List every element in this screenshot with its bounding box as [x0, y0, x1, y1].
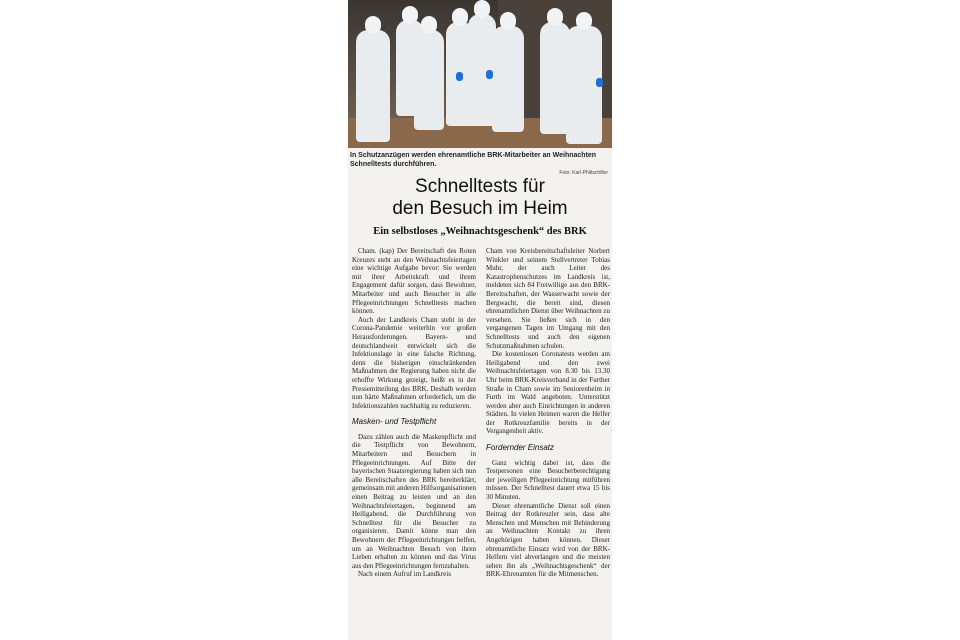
blue-glove	[596, 78, 603, 87]
blue-glove	[456, 72, 463, 81]
paragraph: Dazu zählen auch die Maskenpflicht und die Testpflicht von Bewohnern, Mitarbeitern und Besuchern in Pflegeeinrichtungen. Auf Bitte der bayerischen Staatsregierung haben sich nun alle Bereitschaften des BRK bereiterklärt, gemeinsam mit anderen Hilfsorganisationen einen Beitrag zu leisten und an den Weihnachtsfeiertagen, beginnend am Heiligabend, die Durchführung von Schnelltest für die Besucher zu organisieren. Damit könne man den Bewohnern der Pflegeeinrichtungen helfen, um an Weihnachten Besuch von ihren Lieben erhalten zu können und das Virus aus den Pflegeeinrichtungen fernzuhalten.	[352, 432, 476, 570]
headline-line-2: den Besuch im Heim	[392, 198, 568, 219]
article-headline	[348, 176, 612, 220]
paragraph: Ganz wichtig dabei ist, dass die Testpersonen eine Besucherberechtigung der jeweiligen Pflegeeinrichtung mitführen müssen. Der Schnelltest dauert etwa 15 bis 30 Minuten.	[486, 458, 610, 502]
paragraph: Cham. (kap) Der Bereitschaft des Roten Kreuzes steht an den Weihnachtsfeiertagen eine wichtige Aufgabe bevor: Sie werden mit ihrer Arbeitskraft und ihrem Engagement dafür sorgen, dass Bewohner, Mitarbeiter und auch Besucher in alle Pflegeeinrichtungen Schnelltests machen können.	[352, 247, 476, 316]
paragraph: Nach einem Aufruf im Landkreis	[358, 570, 451, 579]
protective-suit-person	[356, 30, 390, 142]
article-column-left	[352, 247, 476, 640]
paragraph: Cham von Kreisbereitschaftsleiter Norbert Winkler und seinem Stellvertreter Tobias Muhr, der auch Leiter des Katastrophenschutzes im Landkreis ist, meldeten sich 84 Freiwillige aus den BRK-Bereitschaften, der Wasserwacht sowie der Bergwacht, die bereit sind, diesen ehrenamtlichen Dienst über Weihnachten zu versehen. Sie ließen sich in den vergangenen Tagen im Umgang mit den Schnelltests und auch den eigenen Schutzmaßnahmen schulen.	[486, 247, 610, 350]
photo-caption: In Schutzanzügen werden ehrenamtliche BRK-Mitarbeiter an Weihnachten Schnelltests durchführen.	[350, 152, 597, 168]
newspaper-clipping	[348, 0, 612, 640]
paragraph: Auch der Landkreis Cham steht in der Corona-Pandemie weiterhin vor großen Herausforderungen. Bayern- und deutschlandweit entwickelt sich die Infektionslage in eine falsche Richtung, denn die bisherigen einschränkenden Maßnahmen der Regierung haben nicht die erhoffte Wirkung gezeigt, heißt es in der Pressemitteilung des BRK. Deshalb werden nun härte Maßnahmen erforderlich, um die Infektionszahlen nachhaltig zu reduzieren.	[352, 315, 476, 410]
article-subheadline: Ein selbstloses „Weihnachtsgeschenk“ des BRK	[373, 226, 587, 237]
section-heading: Masken- und Testpflicht	[352, 417, 437, 427]
paragraph: Dieser ehrenamtliche Dienst soll einen Beitrag der Rotkreuzler sein, dass alte Menschen und Menschen mit Behinderung an Weihnachten Kontakt zu ihren Angehörigen haben können. Dieser ehrenamtliche Einsatz wird von der BRK-Helfern viel abverlangen und die meisten sehen ihn als „Weihnachtsgeschenk“ der BRK-Ehrenamten für die Mitmenschen.	[486, 501, 610, 579]
protective-suit-person	[492, 26, 524, 132]
headline-line-1: Schnelltests für	[415, 176, 545, 197]
article-photo	[348, 0, 612, 148]
paragraph: Die kostenlosen Coronatests werden am Heiligabend und den zwei Weihnachtsfeiertagen von 8.30 bis 13.30 Uhr beim BRK-Kreisverband in der Further Straße in Cham sowie im Seniorenheim in Furth im Wald angeboten. Unterstützt werden aber auch Einrichtungen in anderen Städten. In vielen Heimen waren die Helfer der Rotkreuzfamilie bereits in der Vergangenheit aktiv.	[486, 350, 610, 436]
blue-glove	[486, 70, 493, 79]
section-heading: Fordernder Einsatz	[486, 443, 555, 453]
protective-suit-person	[414, 30, 444, 130]
article-column-right	[486, 247, 610, 640]
photo-credit: Foto: Karl-Philtschiller	[559, 170, 608, 176]
